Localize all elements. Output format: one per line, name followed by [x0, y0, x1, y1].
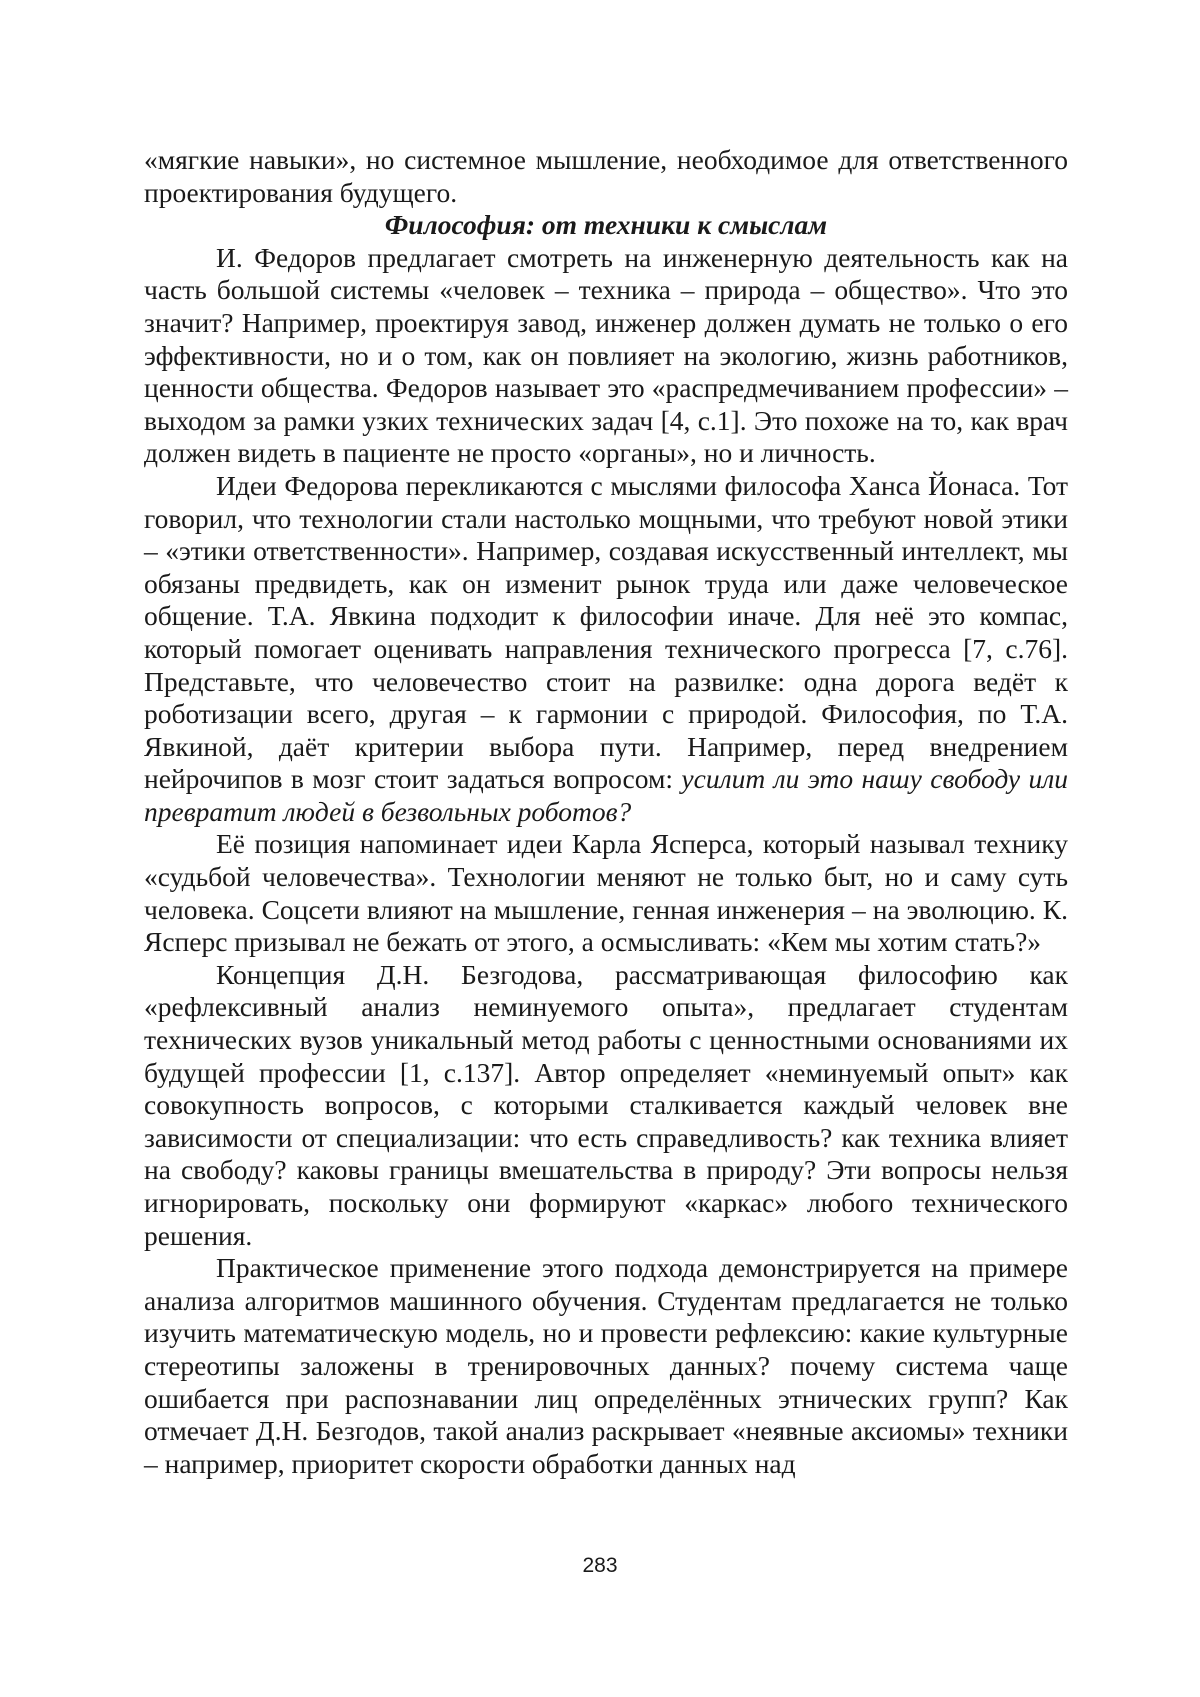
paragraph-jaspers: Её позиция напоминает идеи Карла Ясперса, который называл технику «судьбой человечества». Технологии меняют не только быт, но и саму суть человека. Соцсети влияют на мышление, генная инженерия – на эволюцию. К. Ясперс призывал не бежать от этого, а осмысливать: «Кем мы хотим стать?»: [144, 828, 1068, 958]
paragraph-machine-learning: Практическое применение этого подхода демонстрируется на примере анализа алгоритмов машинного обучения. Студентам предлагается не только изучить математическую модель, но и провести рефлексию: какие культурные стереотипы заложены в тренировочных данных? почему система чаще ошибается при распознавании лиц определённых этнических групп? Как отмечает Д.Н. Безгодов, такой анализ раскрывает «неявные аксиомы» техники – например, приоритет скорости обработки данных над: [144, 1252, 1068, 1480]
paragraph-yavkina: [144, 470, 1068, 829]
paragraph-yavkina-text: Идеи Федорова перекликаются с мыслями философа Ханса Йонаса. Тот говорил, что технологии стали настолько мощными, что требуют новой этики – «этики ответственности». Например, создавая искусственный интеллект, мы обязаны предвидеть, как он изменит рынок труда или даже человеческое общение. Т.А. Явкина подходит к философии иначе. Для неё это компас, который помогает оценивать направления технического прогресса [7, с.76]. Представьте, что человечество стоит на развилке: одна дорога ведёт к роботизации всего, другая – к гармонии с природой. Философия, по Т.А. Явкиной, даёт критерии выбора пути. Например, перед внедрением нейрочипов в мозг стоит задаться вопросом:: [144, 470, 1068, 794]
body-text: [144, 144, 1068, 1480]
paragraph-continuation: «мягкие навыки», но системное мышление, необходимое для ответственного проектирования будущего.: [144, 144, 1068, 209]
paragraph-fedorov: И. Федоров предлагает смотреть на инженерную деятельность как на часть большой системы «человек – техника – природа – общество». Что это значит? Например, проектируя завод, инженер должен думать не только о его эффективности, но и о том, как он повлияет на экологию, жизнь работников, ценности общества. Федоров называет это «распредмечиванием профессии» – выходом за рамки узких технических задач [4, с.1]. Это похоже на то, как врач должен видеть в пациенте не просто «органы», но и личность.: [144, 242, 1068, 470]
page-number: 283: [0, 1554, 1200, 1578]
paragraph-bezgodov: Концепция Д.Н. Безгодова, рассматривающая философию как «рефлексивный анализ неминуемого опыта», предлагает студентам технических вузов уникальный метод работы с ценностными основаниями их будущей профессии [1, с.137]. Автор определяет «неминуемый опыт» как совокупность вопросов, с которыми сталкивается каждый человек вне зависимости от специализации: что есть справедливость? как техника влияет на свободу? каковы границы вмешательства в природу? Эти вопросы нельзя игнорировать, поскольку они формируют «каркас» любого технического решения.: [144, 959, 1068, 1252]
paragraph-yavkina-question: усилит ли это нашу свободу или превратит людей в безвольных роботов?: [144, 763, 1068, 827]
section-heading: Философия: от техники к смыслам: [144, 209, 1068, 242]
document-page: [0, 0, 1200, 1697]
